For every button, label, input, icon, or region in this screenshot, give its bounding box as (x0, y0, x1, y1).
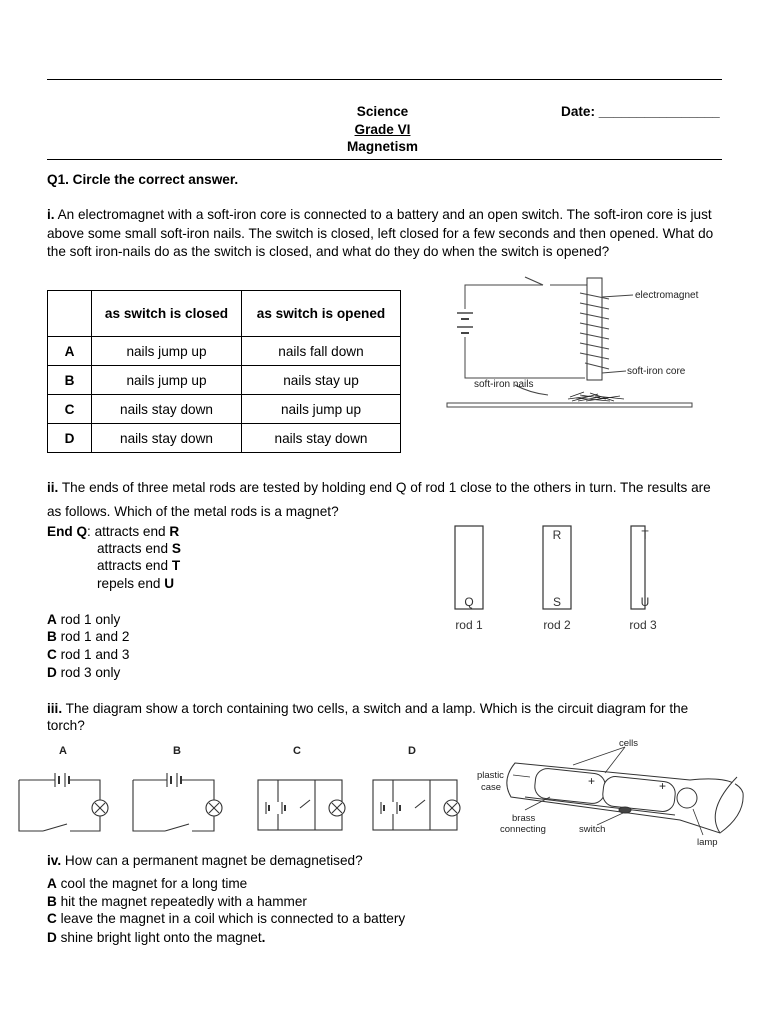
result-verb: attracts end (97, 541, 172, 556)
part-iii-number: iii. (47, 701, 63, 716)
result-verb: : attracts end (87, 524, 170, 539)
table-cell: nails stay down (92, 424, 242, 453)
result-end: U (164, 576, 175, 591)
circuit-b-label: B (173, 745, 181, 757)
part-i-number: i. (47, 207, 55, 222)
answer-table (47, 290, 401, 453)
rod-1-bottom-end: Q (464, 595, 474, 609)
part-iii-question: The diagram show a torch containing two cells, a switch and a lamp. Which is the circuit diagram for the torch? (47, 701, 689, 733)
top-rule (47, 79, 722, 80)
part-iii-text (47, 700, 727, 734)
rod-2-label: rod 2 (543, 618, 571, 632)
end-q-result-4 (97, 575, 174, 593)
part-iv-option-b[interactable] (47, 893, 307, 911)
rods-diagram (445, 520, 675, 635)
circuit-c-label: C (293, 745, 301, 757)
circuit-c (258, 780, 345, 830)
table-header-cell: as switch is opened (242, 291, 401, 337)
table-cell: nails stay down (92, 395, 242, 424)
option-text: rod 1 and 3 (56, 647, 130, 662)
part-iv-text (47, 852, 363, 870)
rod-1-label: rod 1 (455, 618, 483, 632)
end-q-label: End Q (47, 524, 88, 539)
circuit-diagrams (15, 740, 475, 840)
option-text: rod 3 only (56, 665, 121, 680)
torch-label-lamp: lamp (697, 837, 718, 848)
end-q-result-3 (97, 557, 180, 575)
part-i-question: An electromagnet with a soft-iron core is connected to a battery and an open switch. The soft-iron core is just above some small soft-iron nails. The switch is closed, left closed for a few seconds and then opened. What do the soft iron-nails do as the switch is closed, and what do they do when the switch is opened? (47, 207, 714, 259)
table-row (48, 337, 401, 366)
subject-heading: Science (356, 104, 409, 119)
question-title: Q1. Circle the correct answer. (47, 172, 239, 187)
table-cell: nails stay up (242, 366, 401, 395)
part-ii-option-a[interactable] (47, 611, 120, 629)
option-text: rod 1 only (56, 612, 121, 627)
table-cell: B (48, 366, 92, 395)
part-ii-option-b[interactable] (47, 628, 129, 646)
label-soft-iron-core: soft-iron core (627, 366, 686, 377)
option-text: leave the magnet in a coil which is connected to a battery (56, 911, 406, 926)
circuit-d-label: D (408, 745, 416, 757)
part-iv-question: How can a permanent magnet be demagnetised? (64, 853, 363, 868)
circuit-d (373, 780, 460, 830)
result-end: S (171, 541, 181, 556)
option-letter: B (47, 894, 57, 909)
electromagnet-diagram (440, 275, 730, 415)
table-row (48, 395, 401, 424)
table-cell: D (48, 424, 92, 453)
label-soft-iron-nails: soft-iron nails (474, 379, 534, 390)
table-row (48, 366, 401, 395)
option-letter: D (47, 930, 57, 945)
torch-label-connecting: connecting (500, 824, 546, 835)
option-text: hit the magnet repeatedly with a hammer (56, 894, 307, 909)
table-header-cell: as switch is closed (92, 291, 242, 337)
svg-text:+: + (588, 774, 596, 788)
option-letter: A (47, 876, 57, 891)
circuit-a (19, 773, 108, 831)
result-end: R (169, 524, 180, 539)
table-cell: nails stay down (242, 424, 401, 453)
option-letter: C (47, 647, 57, 662)
end-q-result-1 (47, 523, 179, 541)
topic-heading: Magnetism (346, 139, 418, 154)
header-rule (47, 159, 722, 160)
option-letter: A (47, 612, 57, 627)
option-text: cool the magnet for a long time (56, 876, 248, 891)
result-verb: repels end (97, 576, 165, 591)
option-text: rod 1 and 2 (56, 629, 130, 644)
circuit-a-label: A (59, 745, 67, 757)
part-ii-option-c[interactable] (47, 646, 129, 664)
part-iv-option-d[interactable] (47, 929, 265, 947)
torch-label-cells: cells (619, 738, 639, 749)
option-end: . (261, 930, 266, 945)
torch-label-brass: brass (512, 813, 536, 824)
rod-3-bottom-end: U (640, 595, 650, 609)
table-cell: C (48, 395, 92, 424)
part-ii-question: The ends of three metal rods are tested by holding end Q of rod 1 close to the others in turn. The results are as follows. Which of the metal rods is a magnet? (47, 480, 711, 519)
torch-label-plastic: plastic (477, 770, 504, 781)
part-iv-number: iv. (47, 853, 62, 868)
part-ii-option-d[interactable] (47, 664, 120, 682)
label-electromagnet: electromagnet (635, 290, 699, 301)
result-verb: attracts end (97, 558, 172, 573)
date-field: Date: ________________ (561, 104, 720, 119)
torch-diagram (475, 735, 750, 850)
part-iv-option-a[interactable] (47, 875, 247, 893)
table-header-cell (48, 291, 92, 337)
part-ii-number: ii. (47, 480, 59, 495)
table-cell: nails jump up (92, 337, 242, 366)
rod-2-top-end: R (552, 528, 562, 542)
end-q-result-2 (97, 540, 181, 558)
rod-2-bottom-end: S (552, 595, 562, 609)
option-text: shine bright light onto the magnet (56, 930, 262, 945)
table-cell: nails jump up (242, 395, 401, 424)
option-letter: C (47, 911, 57, 926)
table-row (48, 424, 401, 453)
svg-text:+: + (659, 779, 667, 793)
table-cell: A (48, 337, 92, 366)
part-i-text (47, 206, 727, 262)
rod-3-top-end: T (641, 528, 649, 542)
result-end: T (171, 558, 181, 573)
torch-label-switch: switch (579, 824, 606, 835)
part-iv-option-c[interactable] (47, 910, 405, 928)
table-cell: nails fall down (242, 337, 401, 366)
rod-3-label: rod 3 (629, 618, 657, 632)
option-letter: B (47, 629, 57, 644)
torch-label-case: case (481, 782, 502, 793)
option-letter: D (47, 665, 57, 680)
circuit-b (133, 773, 222, 831)
part-ii-text (47, 476, 727, 524)
table-header-row (48, 291, 401, 337)
table-cell: nails jump up (92, 366, 242, 395)
grade-heading: Grade VI (354, 122, 411, 137)
